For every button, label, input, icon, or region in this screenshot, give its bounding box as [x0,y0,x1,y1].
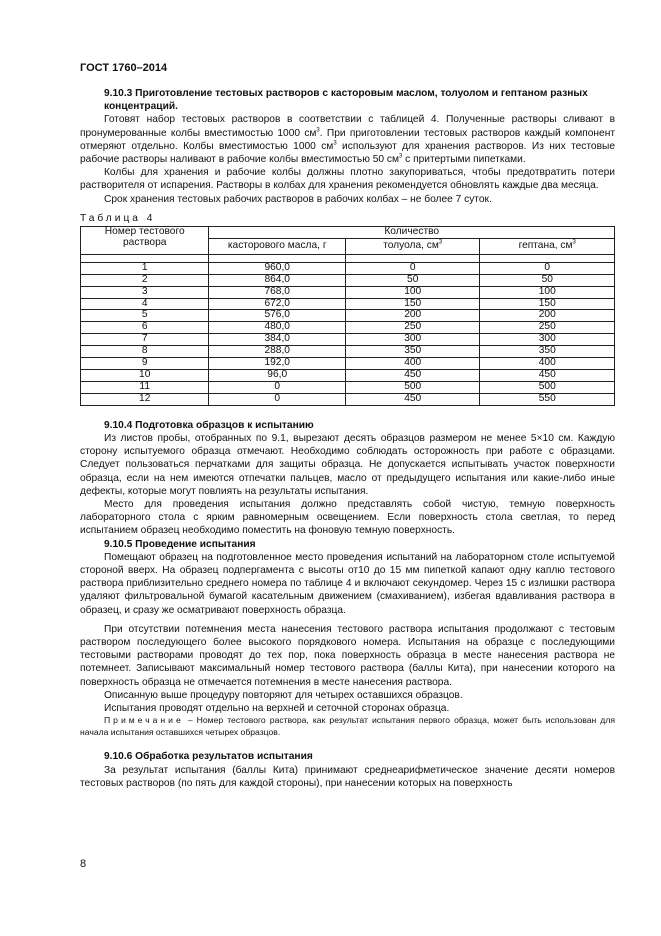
table-cell: 450 [345,370,480,382]
superscript: 3 [333,140,337,147]
document-body [80,87,615,790]
table-cell: 0 [345,262,480,274]
section-9-10-4-paragraph-1: Из листов пробы, отобранных по 9.1, вырезают десять образцов размером не менее 5×10 см. Каждую сторону испытуемого образца отмечают. Необходимо соблюдать осторожность при работе с образцами. Следует пользоваться перчатками для защиты образца. Не допускается испытывать участок поверхности образца, если на нем имеются отпечатки пальцев, масло от предыдущего испытания или какие-либо иные дефекты, которые могут повлиять на результаты испытания. [80,432,615,497]
table-cell: 150 [345,298,480,310]
document-header: ГОСТ 1760–2014 [80,62,168,74]
table-cell: 6 [81,322,209,334]
note-text: – Номер тестового раствора, как результат испытания первого образца, может быть использован для начала испытания оставшихся четырех образцов. [80,715,615,737]
note [80,715,615,738]
p1-part-d: с притертыми пипетками. [402,154,526,166]
table-cell: 400 [480,358,615,370]
section-9-10-6-title: 9.10.6 Обработка результатов испытания [104,751,313,763]
table-cell: 2 [81,274,209,286]
header-heptane-label: гептана, см [518,239,573,251]
table-row [81,322,615,334]
table-cell: 960,0 [209,262,346,274]
table-cell: 384,0 [209,334,346,346]
table-cell: 50 [345,274,480,286]
table-cell: 96,0 [209,370,346,382]
table-row [81,346,615,358]
section-9-10-3-paragraph-2: Колбы для хранения и рабочие колбы должны плотно закупориваться, чтобы предотвратить потери растворителя от испарения. Растворы в колбах для хранения рекомендуется обновлять каждые два месяца. [80,167,615,192]
section-9-10-4-paragraph-2: Место для проведения испытания должно представлять собой чистую, темную поверхность лабораторного стола с ярким равномерным освещением. Если поверхность стола светлая, то перед испытанием образец необходимо поместить на фоновую темную поверхность. [80,498,615,537]
table-cell: 100 [480,286,615,298]
section-9-10-6-paragraph-1: За результат испытания (баллы Кита) принимают среднеарифметическое значение десяти номеров тестовых растворов (по пять для каждой стороны), при нанесении которых на поверхность [80,764,615,789]
superscript: 3 [316,127,320,134]
table-cell: 11 [81,381,209,393]
table-body [81,262,615,405]
table-row [81,381,615,393]
p1-part-a: Готовят набор тестовых растворов в соответствии с таблицей 4. Полученные растворы сливают в пронумерованные колбы вместимостью 1000 см [80,114,615,139]
superscript: 3 [572,239,576,246]
table-cell: 864,0 [209,274,346,286]
table-cell: 1 [81,262,209,274]
table-cell: 450 [480,370,615,382]
table-cell: 8 [81,346,209,358]
table-cell: 0 [209,381,346,393]
table-cell: 500 [345,381,480,393]
table-cell: 50 [480,274,615,286]
table-row [81,262,615,274]
table-cell: 500 [480,381,615,393]
table-cell: 10 [81,370,209,382]
table-cell: 0 [480,262,615,274]
section-9-10-3-paragraph-1 [80,113,615,166]
table-cell: 4 [81,298,209,310]
table-cell: 250 [345,322,480,334]
section-9-10-5-paragraph-2: При отсутствии потемнения места нанесения тестового раствора испытания продолжают с тестовым раствором последующего более высокого порядкового номера. Испытания на образце с последующими тестовыми растворами проводят до тех пор, пока поверхность образца в месте нанесения раствора не потемнеет. Записывают максимальный номер тестового раствора (баллы Кита), при нанесении которого на поверхность образца не отмечается потемнения в месте нанесения раствора. [80,623,615,688]
table-cell: 250 [480,322,615,334]
table-caption: Таблица 4 [80,212,156,224]
section-9-10-4-title: 9.10.4 Подготовка образцов к испытанию [104,419,314,431]
section-9-10-5-title: 9.10.5 Проведение испытания [104,538,256,550]
header-toluene-label: толуола, см [383,239,439,251]
header-toluene [345,238,480,254]
table-cell: 0 [209,393,346,405]
table-cell: 300 [480,334,615,346]
table-row [81,370,615,382]
page-number: 8 [80,858,87,870]
table-cell: 350 [480,346,615,358]
table-cell: 200 [480,310,615,322]
table-cell: 768,0 [209,286,346,298]
table-cell: 480,0 [209,322,346,334]
table-cell: 12 [81,393,209,405]
table-row [81,310,615,322]
table-spacer-row [81,254,615,262]
table-cell: 550 [480,393,615,405]
table-cell: 5 [81,310,209,322]
section-9-10-5-paragraph-3: Описанную выше процедуру повторяют для четырех оставшихся образцов. [104,689,463,701]
section-9-10-3-title: 9.10.3 Приготовление тестовых растворов с касторовым маслом, толуолом и гептаном разных концентраций. [104,88,588,113]
section-9-10-5-paragraph-4: Испытания проводят отдельно на верхней и сеточной сторонах образца. [104,702,450,714]
table-4 [80,226,615,406]
table-row [81,274,615,286]
table-cell: 350 [345,346,480,358]
header-quantity: Количество [209,227,615,239]
superscript: 3 [438,239,443,246]
table-cell: 150 [480,298,615,310]
table-cell: 3 [81,286,209,298]
superscript: 3 [398,153,403,160]
table-cell: 450 [345,393,480,405]
note-label: Примечание [104,715,184,726]
section-9-10-5-paragraph-1: Помещают образец на подготовленное место проведения испытаний на лабораторном столе испытуемой стороной вверх. На образец подпергамента с высоты от10 до 15 мм пипеткой капают одну каплю тестового раствора приблизительно среднего номера по таблице 4 и включают секундомер. Через 15 с излишки раствора удаляют фильтровальной бумагой касательным движением (смахиванием), избегая вдавливания раствора в образец, и сразу же осматривают поверхность образца. [80,551,615,616]
table-cell: 672,0 [209,298,346,310]
table-row [81,334,615,346]
header-number: Номер тестового раствора [81,227,209,255]
section-9-10-3-paragraph-3: Срок хранения тестовых рабочих растворов в рабочих колбах – не более 7 суток. [104,193,492,205]
table-cell: 9 [81,358,209,370]
table-cell: 100 [345,286,480,298]
p1-part-b: . При приготовлении тестовых растворов каждый компонент отмеряют отдельно. Колбы вместимостью 1000 см [80,127,616,152]
table-row [81,358,615,370]
table-row [81,286,615,298]
p1-part-c: используют для хранения растворов. Из них тестовые рабочие растворы наливают в рабочие колбы вместимостью 50 см [80,140,615,166]
table-cell: 288,0 [209,346,346,358]
header-castor: касторового масла, г [209,238,346,254]
table-cell: 7 [81,334,209,346]
table-row [81,393,615,405]
table-cell: 192,0 [209,358,346,370]
table-cell: 400 [345,358,480,370]
table-cell: 200 [345,310,480,322]
table-cell: 300 [345,334,480,346]
table-row [81,298,615,310]
header-heptane [480,238,615,254]
table-cell: 576,0 [209,310,346,322]
